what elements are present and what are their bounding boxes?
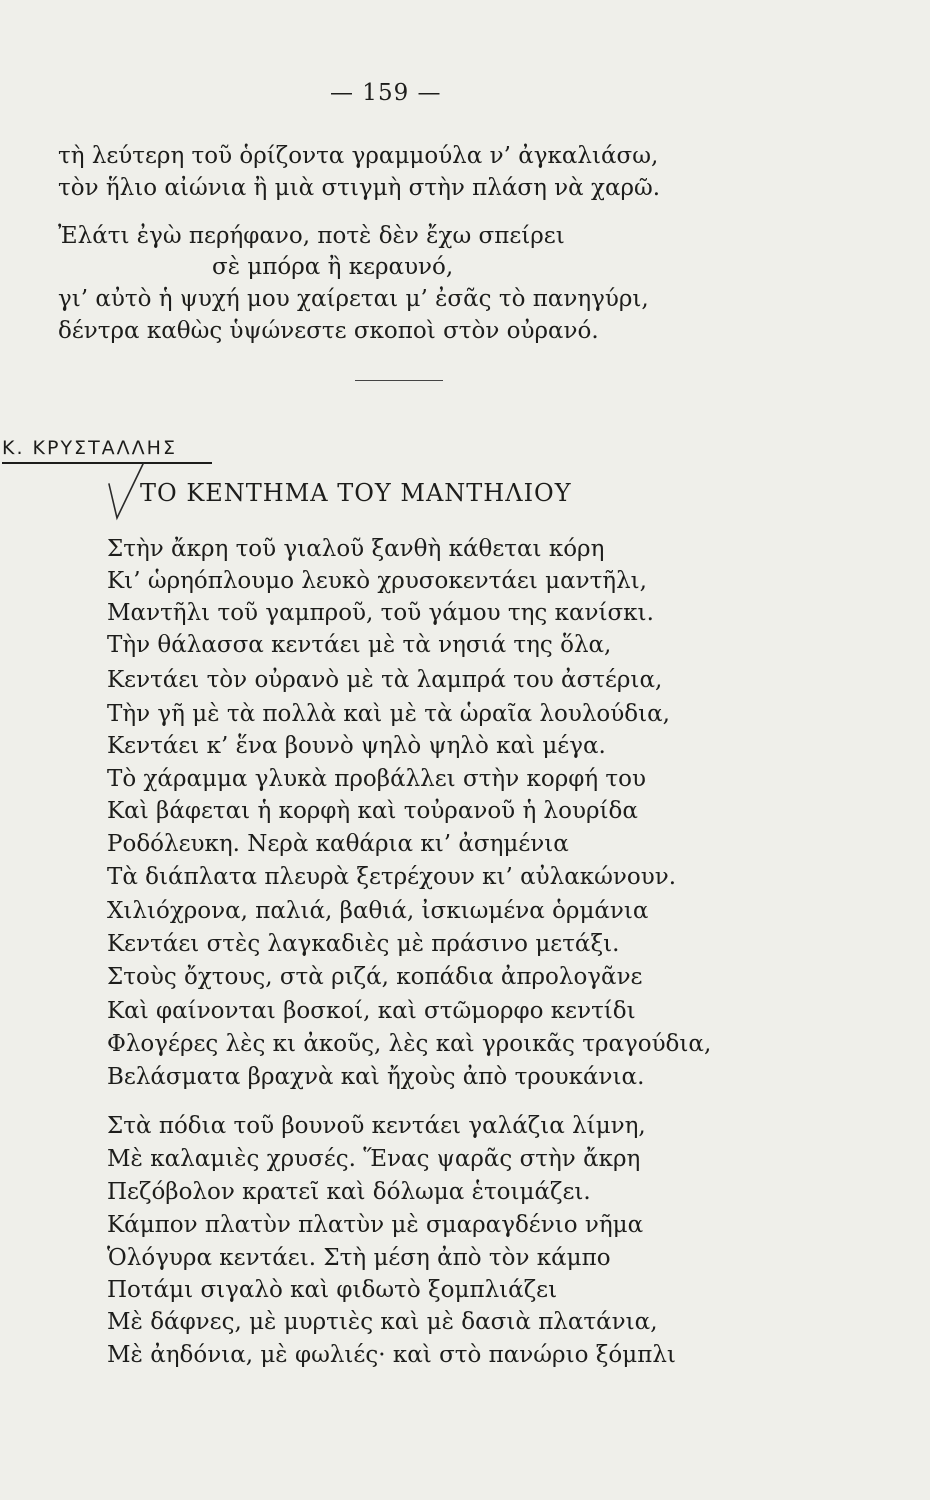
poem-line: Μὲ ἀηδόνια, μὲ φωλιές· καὶ στὸ πανώριο ξόμπλι bbox=[107, 1342, 676, 1368]
poem-line: Στὰ πόδια τοῦ βουνοῦ κεντάει γαλάζια λίμνη, bbox=[107, 1113, 646, 1139]
poem-line: Μὲ καλαμιὲς χρυσές. Ἕνας ψαρᾶς στὴν ἄκρη bbox=[107, 1146, 641, 1172]
poem-line: Ροδόλευκη. Νερὰ καθάρια κι’ ἀσημένια bbox=[107, 831, 569, 857]
poem-line: Τὴν θάλασσα κεντάει μὲ τὰ νησιά της ὅλα, bbox=[107, 632, 612, 658]
poem-line: Καὶ φαίνονται βοσκοί, καὶ στῶμορφο κεντίδι bbox=[107, 998, 636, 1024]
poem-line: Τὰ διάπλατα πλευρὰ ξετρέχουν κι’ αὐλακώνουν. bbox=[107, 864, 677, 890]
stanza-top-line: σὲ μπόρα ἢ κεραυνό, bbox=[212, 254, 454, 280]
poem-line: Πεζόβολον κρατεῖ καὶ δόλωμα ἑτοιμάζει. bbox=[107, 1179, 591, 1205]
poem-author: Κ. ΚΡΥΣΤΑΛΛΗΣ bbox=[2, 437, 177, 459]
stanza-top-line: τὴ λεύτερη τοῦ ὁρίζοντα γραμμούλα ν’ ἀγκαλιάσω, bbox=[58, 143, 659, 169]
poem-line: Κεντάει στὲς λαγκαδιὲς μὲ πράσινο μετάξι. bbox=[107, 931, 620, 957]
poem-line: Τὸ χάραμμα γλυκὰ προβάλλει στὴν κορφή του bbox=[107, 766, 646, 792]
poem-line: Ποτάμι σιγαλὸ καὶ φιδωτὸ ξομπλιάζει bbox=[107, 1277, 558, 1303]
poem-line: Φλογέρες λὲς κι ἀκοῦς, λὲς καὶ γροικᾶς τραγούδια, bbox=[107, 1031, 712, 1057]
poem-line: Βελάσματα βραχνὰ καὶ ἤχοὺς ἀπὸ τρουκάνια. bbox=[107, 1064, 645, 1090]
poem-line: Κεντάει κ’ ἕνα βουνὸ ψηλὸ ψηλὸ καὶ μέγα. bbox=[107, 733, 606, 759]
poem-title: ΤΟ ΚΕΝΤΗΜΑ ΤΟΥ ΜΑΝΤΗΛΙΟΥ bbox=[140, 479, 572, 507]
stanza-top-line: Ἐλάτι ἐγὼ περήφανο, ποτὲ δὲν ἔχω σπείρει bbox=[58, 223, 565, 249]
poem-line: Μαντῆλι τοῦ γαμπροῦ, τοῦ γάμου της κανίσκι. bbox=[107, 600, 654, 626]
poem-line: Ὁλόγυρα κεντάει. Στὴ μέση ἀπὸ τὸν κάμπο bbox=[107, 1245, 611, 1271]
poem-line: Μὲ δάφνες, μὲ μυρτιὲς καὶ μὲ δασιὰ πλατάνια, bbox=[107, 1309, 658, 1335]
page-number: — 159 — bbox=[330, 80, 442, 106]
poem-line: Κάμπον πλατὺν πλατὺν μὲ σμαραγδένιο νῆμα bbox=[107, 1212, 644, 1238]
poem-line: Χιλιόχρονα, παλιά, βαθιά, ἰσκιωμένα ὁρμάνια bbox=[107, 898, 649, 924]
stanza-top-line: δέντρα καθὼς ὑψώνεστε σκοποὶ στὸν οὐρανό. bbox=[58, 318, 599, 344]
poem-line: Κεντάει τὸν οὐρανὸ μὲ τὰ λαμπρά του ἀστέρια, bbox=[107, 667, 663, 693]
poem-line: Κι’ ὡρηόπλουμο λευκὸ χρυσοκεντάει μαντῆλι, bbox=[107, 568, 647, 594]
poem-line: Στὴν ἄκρη τοῦ γιαλοῦ ξανθὴ κάθεται κόρη bbox=[107, 536, 605, 562]
section-divider bbox=[355, 380, 443, 381]
poem-line: Τὴν γῆ μὲ τὰ πολλὰ καὶ μὲ τὰ ὡραῖα λουλούδια, bbox=[107, 701, 670, 727]
stanza-top-line: γι’ αὐτὸ ἡ ψυχή μου χαίρεται μ’ ἐσᾶς τὸ πανηγύρι, bbox=[58, 286, 649, 312]
stanza-top-line: τὸν ἥλιο αἰώνια ἢ μιὰ στιγμὴ στὴν πλάση νὰ χαρῶ. bbox=[58, 175, 661, 201]
poem-line: Στοὺς ὄχτους, στὰ ριζά, κοπάδια ἀπρολογᾶνε bbox=[107, 964, 643, 990]
poem-line: Καὶ βάφεται ἡ κορφὴ καὶ τοὐρανοῦ ἡ λουρίδα bbox=[107, 798, 638, 824]
